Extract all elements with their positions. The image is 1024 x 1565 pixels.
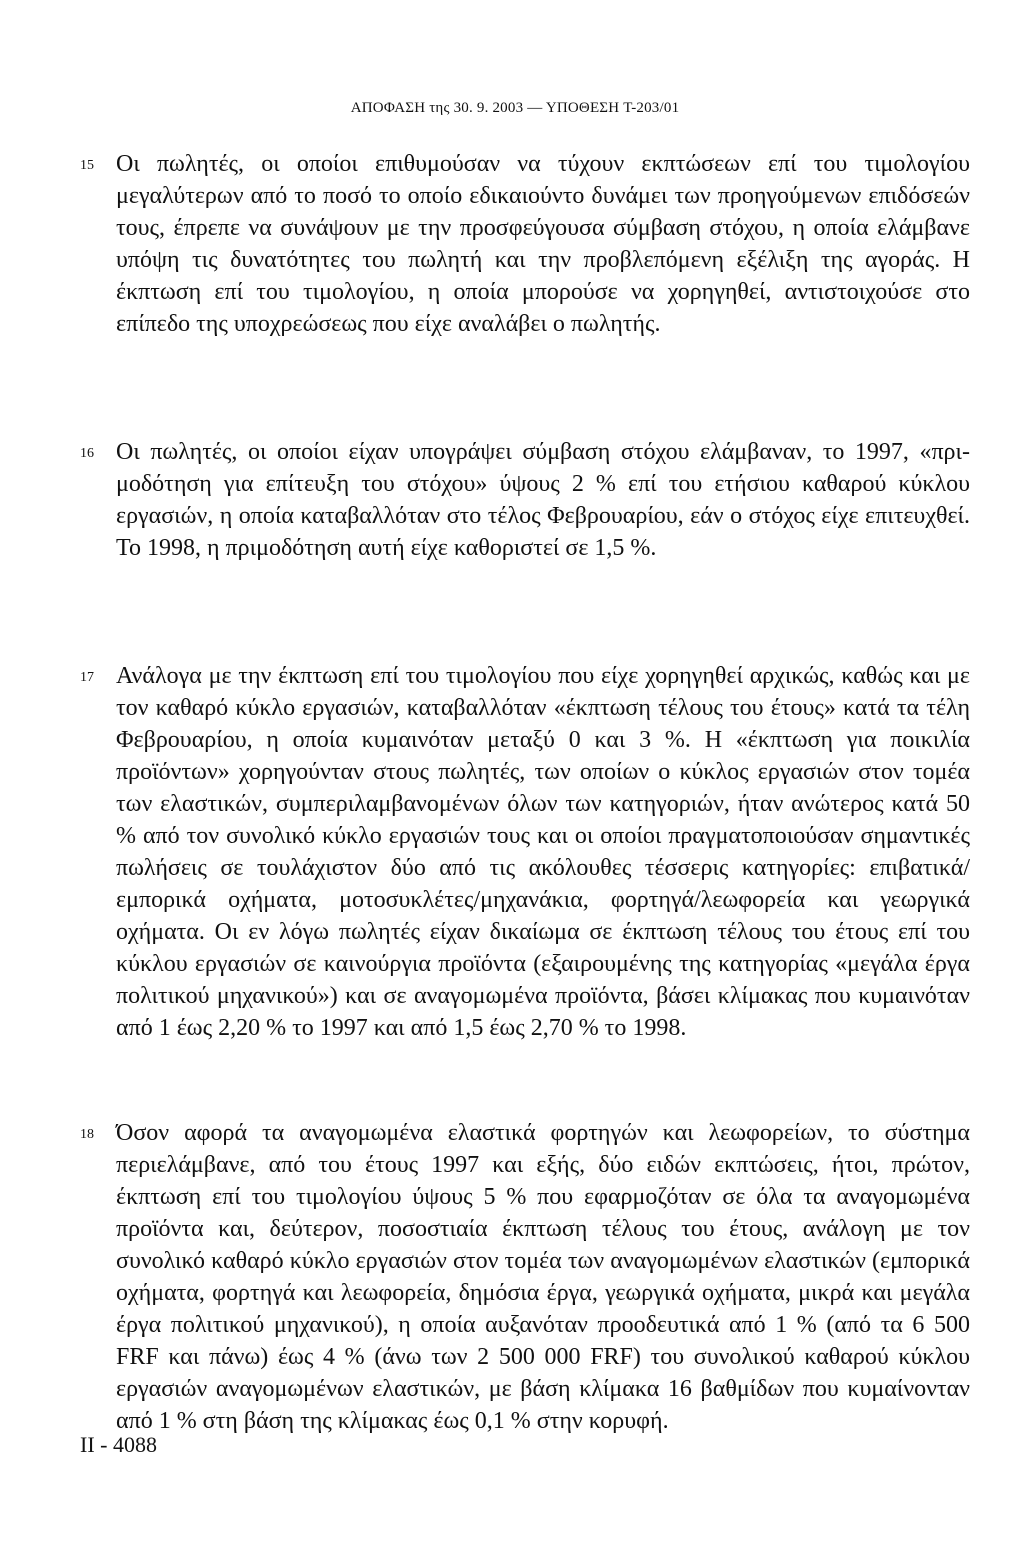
paragraph-17: [80, 660, 970, 1044]
paragraph-text: Ανάλογα με την έκπτωση επί του τιμολογίου που είχε χορηγηθεί αρχικώς, καθώς και με τον καθαρό κύκλο εργασιών, καταβαλλόταν «έκπτωση τέλους του έτους» κατά τα τέλη Φεβρουαρίου, η οποία κυμαινόταν μεταξύ 0 και 3 %. Η «έκπτωση για ποικιλία προϊόντων» χορηγούνταν στους πωλητές, των οποίων ο κύκλος εργασιών στον τομέα των ελαστικών, συμπεριλαμβανομένων όλων των κατηγοριών, ήταν ανώτερος κατά 50 % από τον συνολικό κύκλο εργασιών τους και οι οποίοι πραγματοποιούσαν σημαντικές πωλήσεις σε τουλάχιστον δύο από τις ακόλουθες τέσσερις κατηγορίες: επιβατικά/εμπορικά οχήματα, μοτοσυκλέτες/μηχανάκια, φορτηγά/λεωφορεία και γεωργικά οχήματα. Οι εν λόγω πωλητές είχαν δικαίωμα σε έκπτωση τέλους του έτους επί του κύκλου εργασιών σε καινούργια προϊόντα (εξαιρουμένης της κατηγορίας «μεγάλα έργα πολιτικού μηχανικού») και σε αναγομωμένα προϊόντα, βάσει κλίμακας που κυμαινόταν από 1 έως 2,20 % το 1997 και από 1,5 έως 2,70 % το 1998.: [116, 663, 970, 1041]
page-number: II - 4088: [80, 1432, 157, 1457]
paragraph-text: Οι πωλητές, οι οποίοι είχαν υπογράψει σύμβαση στόχου ελάμβαναν, το 1997, «πριμοδότηση για επίτευξη του στόχου» ύψους 2 % επί του ετήσιου καθαρού κύκλου εργασιών, η οποία καταβαλλόταν στο τέλος Φεβρουαρίου, εάν ο στόχος είχε επιτευχθεί. Το 1998, η πριμοδότηση αυτή είχε καθοριστεί σε 1,5 %.: [116, 439, 970, 561]
paragraph-number: 16: [80, 446, 94, 461]
paragraph-number: 15: [80, 158, 94, 173]
paragraph-number: 17: [80, 670, 94, 685]
paragraph-15: [80, 148, 970, 340]
paragraph-18: [80, 1117, 970, 1437]
paragraph-text: Οι πωλητές, οι οποίοι επιθυμούσαν να τύχουν εκπτώσεων επί του τιμολογίου μεγαλύτερων από το ποσό το οποίο εδικαιούντο δυνάμει των προηγούμενων επιδόσεών τους, έπρεπε να συνάψουν με την προσφεύγουσα σύμβαση στόχου, η οποία ελάμβανε υπόψη τις δυνατότητες του πωλητή και την προβλεπόμενη εξέλιξη της αγοράς. Η έκπτωση επί του τιμολογίου, η οποία μπορούσε να χορηγηθεί, αντιστοιχούσε στο επίπεδο της υποχρεώσεως που είχε αναλάβει ο πωλητής.: [116, 151, 970, 337]
paragraph-text: Όσον αφορά τα αναγομωμένα ελαστικά φορτηγών και λεωφορείων, το σύστημα περιελάμβανε, από του έτους 1997 και εξής, δύο ειδών εκπτώσεις, ήτοι, πρώτον, έκπτωση επί του τιμολογίου ύψους 5 % που εφαρμοζόταν σε όλα τα αναγομωμένα προϊόντα και, δεύτερον, ποσοστιαία έκπτωση τέλους του έτους, ανάλογη με τον συνολικό καθαρό κύκλο εργασιών στον τομέα των αναγομωμένων ελαστικών (εμπορικά οχήματα, φορτηγά και λεωφορεία, δημόσια έργα, γεωργικά οχήματα, μικρά και μεγάλα έργα πολιτικού μηχανικού), η οποία αυξανόταν προοδευτικά από 1 % (από τα 6 500 FRF και πάνω) έως 4 % (άνω των 2 500 000 FRF) του συνολικού καθαρού κύκλου εργασιών αναγομωμένων ελαστικών, με βάση κλίμακα 16 βαθμίδων που κυμαίνονταν από 1 % στη βάση της κλίμακας έως 0,1 % στην κορυφή.: [116, 1120, 970, 1434]
running-head: ΑΠΟΦΑΣΗ της 30. 9. 2003 — ΥΠΟΘΕΣΗ T-203/01: [350, 100, 680, 116]
paragraph-16: [80, 436, 970, 564]
paragraph-number: 18: [80, 1127, 94, 1142]
